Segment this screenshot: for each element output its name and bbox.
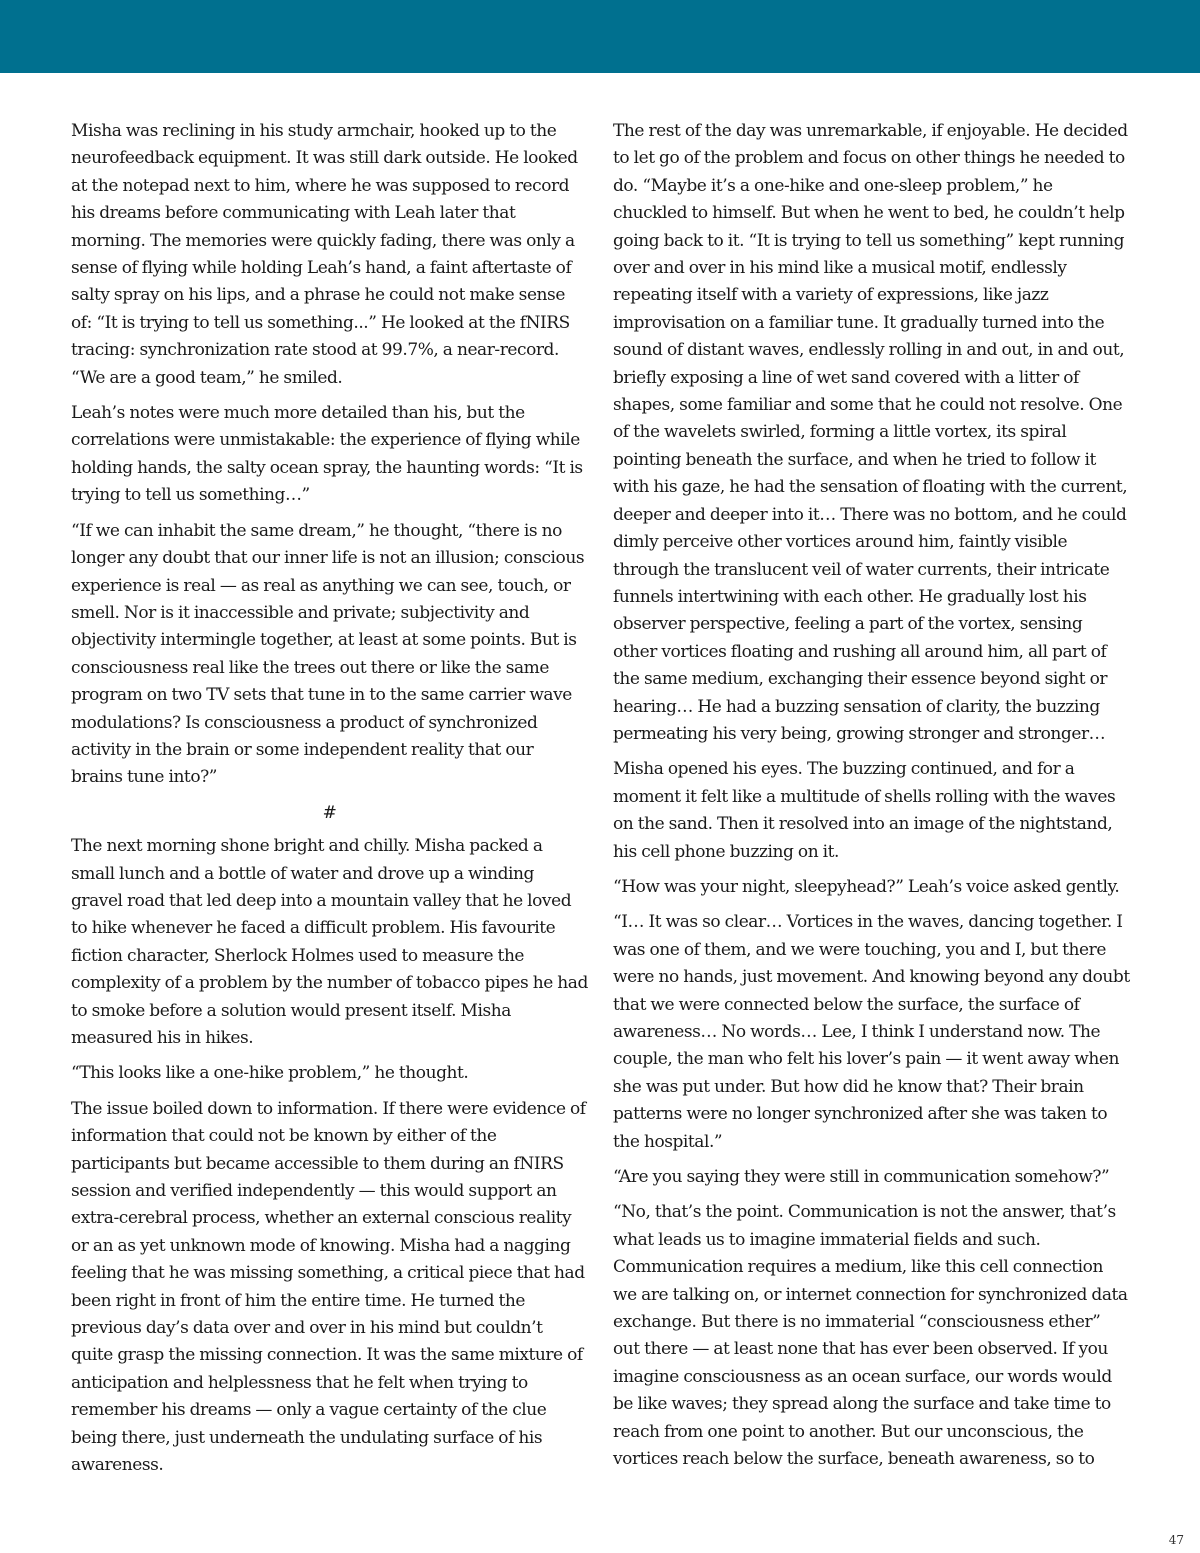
page-number: 47 bbox=[1168, 1533, 1184, 1547]
paragraph: Misha was reclining in his study armchair, hooked up to the neurofeedback equipment. It was still dark outside. He looked at the notepad next to him, where he was supposed to record his dreams before communicating with Leah later that morning. The memories were quickly fading, there was only a sense of flying while holding Leah’s hand, a faint aftertaste of salty spray on his lips, and a phrase he could not make sense of: “It is trying to tell us something...” He looked at the fNIRS tracing: synchronization rate stood at 99.7%, a near-record. “We are a good team,” he smiled. bbox=[71, 121, 578, 388]
left-column bbox=[71, 118, 588, 1488]
paragraph: The rest of the day was unremarkable, if enjoyable. He decided to let go of the problem and focus on other things he needed to do. “Maybe it’s a one-hike and one-sleep problem,” he chuckled to himself. But when he went to bed, he couldn’t help going back to it. “It is trying to tell us something” kept running over and over in his mind like a musical motif, endlessly repeating itself with a variety of expressions, like jazz improvisation on a familiar tune. It gradually turned into the sound of distant waves, endlessly rolling in and out, in and out, briefly exposing a line of wet sand covered with a litter of shapes, some familiar and some that he could not resolve. One of the wavelets swirled, forming a little vortex, its spiral pointing beneath the surface, and when he tried to follow it with his gaze, he had the sensation of floating with the current, deeper and deeper into it… There was no bottom, and he could dimly perceive other vortices around him, faintly visible through the translucent veil of water currents, their intricate funnels intertwining with each other. He gradually lost his observer perspective, feeling a part of the vortex, sensing other vortices floating and rushing all around him, all part of the same medium, exchanging their essence beyond sight or hearing… He had a buzzing sensation of clarity, the buzzing permeating his very being, growing stronger and stronger… bbox=[613, 121, 1128, 744]
header-bar bbox=[0, 0, 1200, 73]
paragraph: “This looks like a one-hike problem,” he thought. bbox=[71, 1063, 469, 1084]
paragraph: “How was your night, sleepyhead?” Leah’s voice asked gently. bbox=[613, 876, 1120, 897]
paragraph: “No, that’s the point. Communication is not the answer, that’s what leads us to imagine immaterial fields and such. Communication requires a medium, like this cell connection we are talking on, or internet connection for synchronized data exchange. But there is no immaterial “consciousness ether” out there — at least none that has ever been observed. If you imagine consciousness as an ocean surface, our words would be like waves; they spread along the surface and take time to reach from one point to another. But our unconscious, the vortices reach below the surface, beneath awareness, so to bbox=[613, 1202, 1128, 1470]
paragraph: The next morning shone bright and chilly. Misha packed a small lunch and a bottle of water and drove up a winding gravel road that led deep into a mountain valley that he loved to hike whenever he faced a difficult problem. His favourite fiction character, Sherlock Holmes used to measure the complexity of a problem by the number of tobacco pipes he had to smoke before a solution would present itself. Misha measured his in hikes. bbox=[71, 836, 588, 1048]
paragraph: “Are you saying they were still in communication somehow?” bbox=[613, 1167, 1110, 1188]
paragraph: Misha opened his eyes. The buzzing continued, and for a moment it felt like a multitude of shells rolling with the waves on the sand. Then it resolved into an image of the nightstand, his cell phone buzzing on it. bbox=[613, 759, 1116, 862]
paragraph: “If we can inhabit the same dream,” he thought, “there is no longer any doubt that our inner life is not an illusion; conscious experience is real — as real as anything we can see, touch, or smell. Nor is it inaccessible and private; subjectivity and objectivity intermingle together, at least at some points. But is consciousness real like the trees out there or like the same program on two TV sets that tune in to the same carrier wave modulations? Is consciousness a product of synchronized activity in the brain or some independent reality that our brains tune into?” bbox=[71, 520, 585, 788]
right-column bbox=[613, 118, 1130, 1482]
paragraph: Leah’s notes were much more detailed than his, but the correlations were unmistakable: the experience of flying while holding hands, the salty ocean spray, the haunting words: “It is trying to tell us something…” bbox=[71, 403, 583, 506]
paragraph: “I… It was so clear… Vortices in the waves, dancing together. I was one of them, and we were touching, you and I, but there were no hands, just movement. And knowing beyond any doubt that we were connected below the surface, the surface of awareness… No words… Lee, I think I understand now. The couple, the man who felt his lover’s pain — it went away when she was put under. But how did he know that? Their brain patterns were no longer synchronized after she was taken to the hospital.” bbox=[613, 912, 1130, 1152]
paragraph: The issue boiled down to information. If there were evidence of information that could not be known by either of the participants but became accessible to them during an fNIRS session and verified independently — this would support an extra-cerebral process, whether an external conscious reality or an as yet unknown mode of knowing. Misha had a nagging feeling that he was missing something, a critical piece that had been right in front of him the entire time. He turned the previous day’s data over and over in his mind but couldn’t quite grasp the missing connection. It was the same mixture of anticipation and helplessness that he felt when trying to remember his dreams — only a vague certainty of the clue being there, just underneath the undulating surface of his awareness. bbox=[71, 1098, 586, 1476]
section-separator: # bbox=[322, 802, 337, 823]
